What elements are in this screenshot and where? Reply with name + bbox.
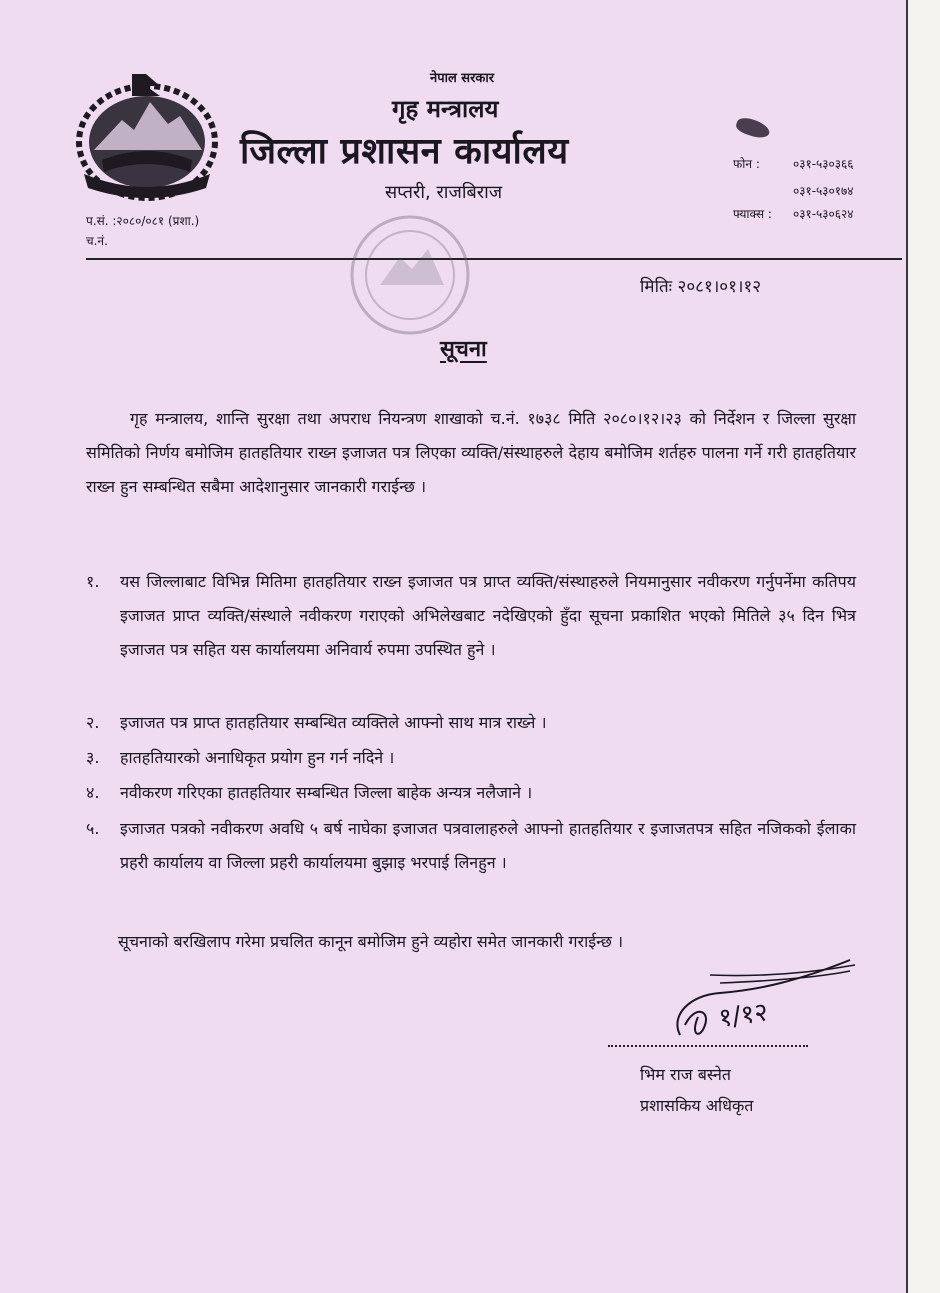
ministry-name: गृह मन्त्रालय	[392, 95, 499, 123]
fax-number: ०३१-५३०६२४	[793, 207, 854, 221]
list-item	[86, 706, 856, 740]
list-item	[86, 776, 856, 810]
phone-number-1: ०३१-५३०३६६	[793, 157, 854, 171]
office-name: जिल्ला प्रशासन कार्यालय	[240, 131, 569, 172]
government-name: नेपाल सरकार	[430, 71, 495, 86]
item-text: इजाजत पत्रको नवीकरण अवधि ५ बर्ष नाघेका इजाजत पत्रवालाहरुले आफ्नो हातहतियार र इजाजतपत्र सहित नजिकको ईलाका प्रहरी कार्यालय वा जिल्ला प्रहरी कार्यालयमा बुझाइ भरपाई लिनहुन ।	[120, 819, 856, 872]
phone-number-2: ०३१-५३०१७४	[793, 184, 854, 198]
signature-date: १/१२	[716, 997, 770, 1034]
notice-title: सूचना	[440, 337, 487, 362]
notice-date: मितिः २०८१।०१।१२	[640, 277, 762, 297]
ink-smudge	[734, 115, 771, 141]
phone-row-1	[733, 155, 854, 172]
item-number: ३.	[86, 748, 100, 767]
phone-label: फोन :	[733, 157, 760, 171]
handwritten-signature	[650, 955, 860, 1045]
notice-closing: सूचनाको बरखिलाप गरेमा प्रचलित कानून बमोजिम हुने व्यहोरा समेत जानकारी गराईन्छ ।	[118, 932, 624, 951]
office-location: सप्तरी, राजबिराज	[385, 182, 503, 203]
dispatch-number: च.नं.	[86, 234, 108, 248]
item-number: २.	[86, 713, 100, 732]
item-number: १.	[86, 572, 100, 591]
list-item	[86, 741, 856, 775]
nepal-emblem-icon	[72, 72, 222, 202]
item-number: ५.	[86, 819, 100, 838]
item-text: इजाजत पत्र प्राप्त हातहतियार सम्बन्धित व्यक्तिले आफ्नो साथ मात्र राख्ने ।	[120, 713, 547, 732]
list-item	[86, 812, 856, 880]
signature-line	[608, 1045, 808, 1047]
item-text: यस जिल्लाबाट विभिन्न मितिमा हातहतियार राख्न इजाजत पत्र प्राप्त व्यक्ति/संस्थाहरुले नियमानुसार नवीकरण गर्नुपर्नेमा कतिपय इजाजत प्राप्त व्यक्ति/संस्थाले नवीकरण गराएको अभिलेखबाट नदेखिएको हुँदा सूचना प्रकाशित भएको मितिले ३५ दिन भित्र इजाजत पत्र सहित यस कार्यालयमा अनिवार्य रुपमा उपस्थित हुने ।	[120, 572, 856, 659]
fax-label: फ्याक्स :	[733, 207, 772, 221]
fax-row	[733, 205, 854, 222]
letter-number: प.सं. :२०८०/०८१ (प्रशा.)	[86, 214, 200, 228]
notice-intro	[86, 402, 856, 504]
signer-designation: प्रशासकिय अधिकृत	[640, 1096, 754, 1115]
item-text: हातहतियारको अनाधिकृत प्रयोग हुन गर्न नदिने ।	[120, 748, 395, 767]
signer-name: भिम राज बस्नेत	[640, 1065, 731, 1084]
list-item	[86, 565, 856, 667]
phone-row-2	[733, 182, 854, 199]
header-divider	[86, 258, 902, 260]
office-stamp-icon	[340, 205, 480, 345]
scan-edge	[906, 0, 940, 1293]
item-number: ४.	[86, 783, 100, 802]
notice-intro-text: गृह मन्त्रालय, शान्ति सुरक्षा तथा अपराध नियन्त्रण शाखाको च.नं. १७३८ मिति २०८०।१२।२३ को निर्देशन र जिल्ला सुरक्षा समितिको निर्णय बमोजिम हातहतियार राख्न इजाजत पत्र लिएका व्यक्ति/संस्थाहरुले देहाय बमोजिम शर्तहरु पालना गर्ने गरी हातहतियार राख्न हुन सम्बन्धित सबैमा आदेशानुसार जानकारी गराईन्छ ।	[86, 409, 856, 496]
item-text: नवीकरण गरिएका हातहतियार सम्बन्धित जिल्ला बाहेक अन्यत्र नलैजाने ।	[120, 783, 533, 802]
